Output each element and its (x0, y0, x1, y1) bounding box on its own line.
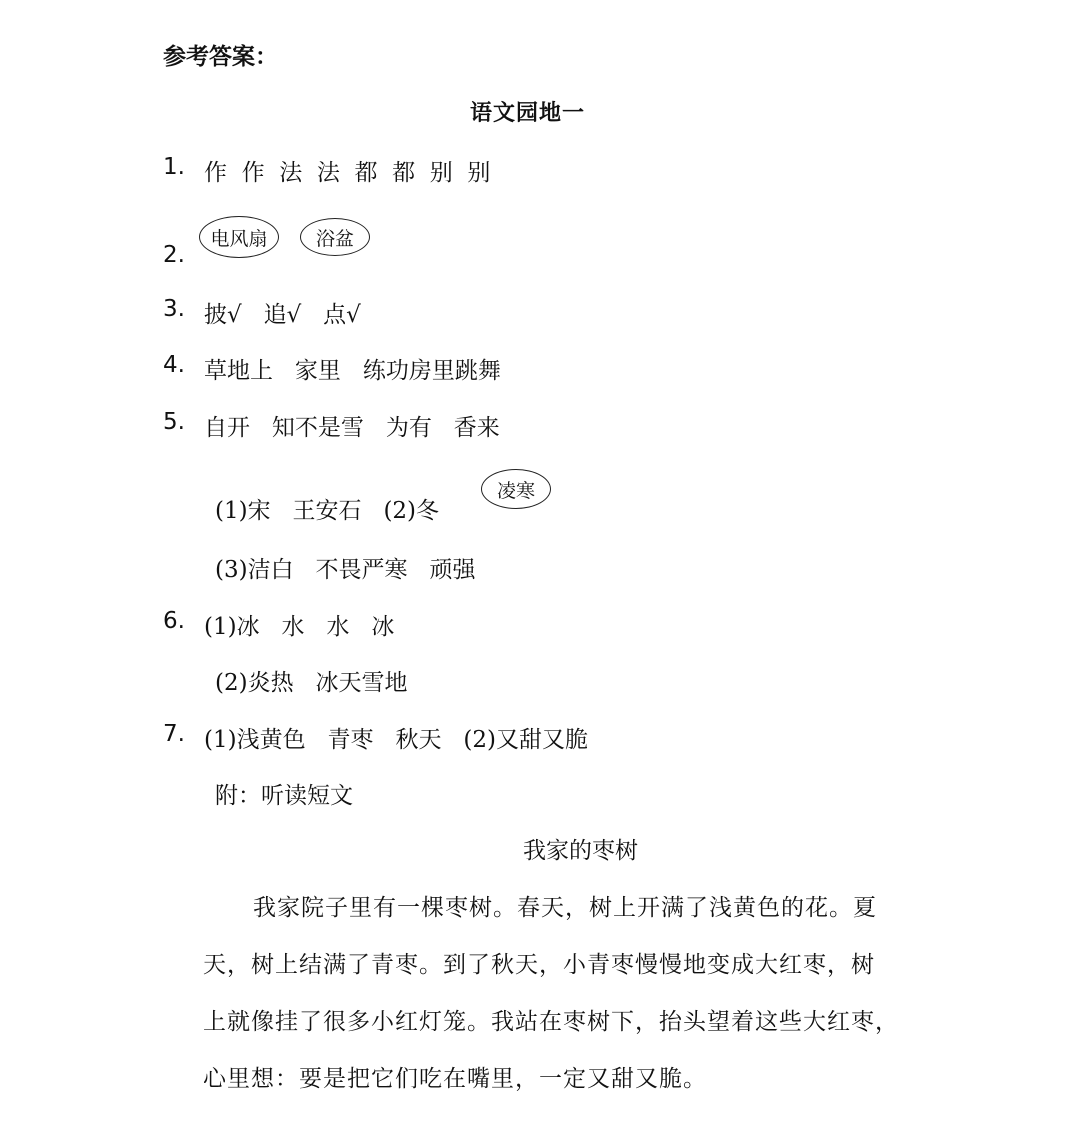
passage-line: 我家院子里有一棵枣树。春天，树上开满了浅黄色的花。夏 (253, 895, 877, 921)
section-title: 语文园地一 (470, 100, 586, 126)
sub-answer: (2)炎热 冰天雪地 (215, 670, 408, 696)
passage-line: 天，树上结满了青枣。到了秋天，小青枣慢慢地变成大红枣，树 (203, 952, 875, 978)
appendix-label: 附：听读短文 (215, 783, 353, 809)
answer-text: 披√ 追√ 点√ (204, 302, 361, 328)
circled-answer: 浴盆 (300, 218, 370, 256)
answer-text: (1)冰 水 水 冰 (204, 614, 395, 640)
question-number: 6. (163, 608, 185, 634)
question-number: 5. (163, 409, 185, 435)
answer-text: 草地上 家里 练功房里跳舞 (204, 358, 501, 384)
passage-title: 我家的枣树 (523, 838, 638, 864)
answer-text: 自开 知不是雪 为有 香来 (204, 415, 500, 441)
passage-line: 心里想：要是把它们吃在嘴里，一定又甜又脆。 (203, 1066, 707, 1092)
circled-answer: 凌寒 (481, 469, 551, 509)
question-number: 3. (163, 296, 185, 322)
answer-text: (1)浅黄色 青枣 秋天 (2)又甜又脆 (204, 727, 588, 753)
sub-answer: (1)宋 王安石 (2)冬 (215, 498, 440, 524)
question-number: 2. (163, 242, 185, 268)
answer-text: 作 作 法 法 都 都 别 别 (204, 160, 491, 186)
page-heading: 参考答案： (163, 44, 278, 70)
question-number: 1. (163, 154, 185, 180)
circled-answer: 电风扇 (199, 216, 279, 258)
question-number: 4. (163, 352, 185, 378)
question-number: 7. (163, 721, 185, 747)
passage-line: 上就像挂了很多小红灯笼。我站在枣树下，抬头望着这些大红枣， (203, 1009, 899, 1035)
sub-answer: (3)洁白 不畏严寒 顽强 (215, 557, 476, 583)
